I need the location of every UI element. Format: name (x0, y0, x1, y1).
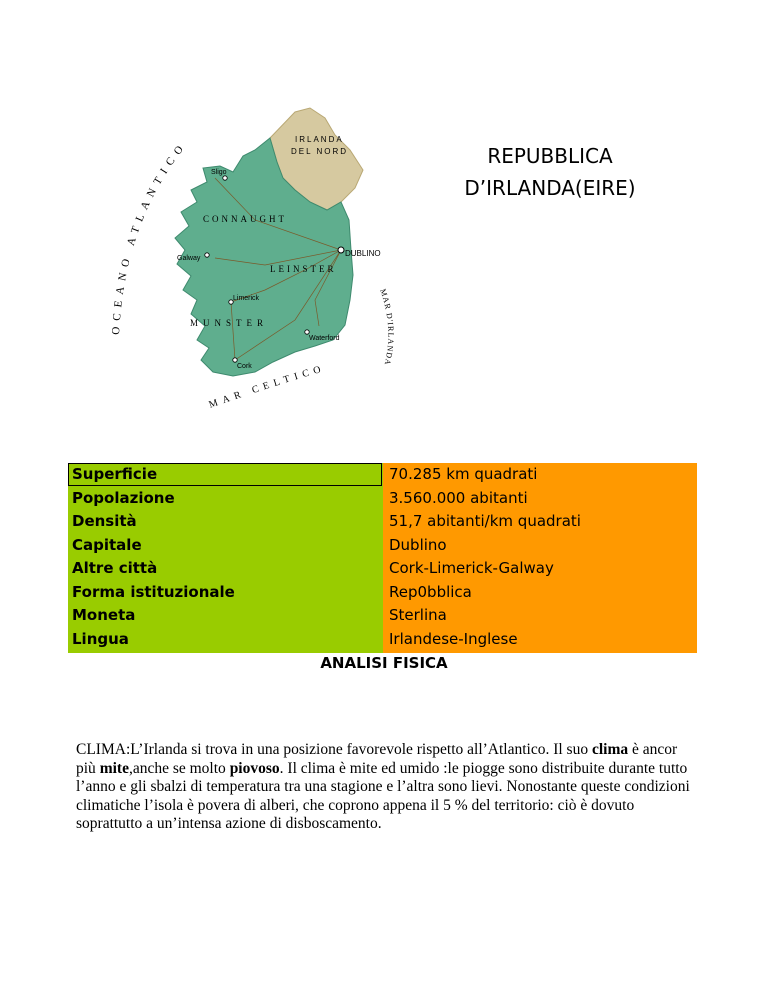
table-row (68, 557, 697, 580)
region-label-munster: MUNSTER (190, 318, 269, 328)
fact-value: Sterlina (389, 606, 447, 624)
region-label-leinster: LEINSTER (270, 264, 337, 274)
svg-text:Limerick: Limerick (233, 295, 260, 302)
north-ireland-label-line2: DEL NORD (291, 147, 349, 156)
bold-word-clima: clima (591, 741, 629, 758)
table-row (68, 534, 697, 557)
title-line-1: REPUBBLICA (487, 144, 613, 168)
text-run: è ancor più (76, 741, 678, 777)
svg-text:DUBLINO: DUBLINO (345, 249, 381, 258)
ireland-map (105, 90, 425, 420)
fact-value: Cork-Limerick-Galway (389, 559, 554, 577)
fact-value: 3.560.000 abitanti (389, 488, 528, 507)
fact-value: Irlandese-Inglese (389, 629, 518, 648)
sea-label-atlantic: OCEANO ATLANTICO (109, 138, 190, 336)
table-row (68, 510, 697, 533)
fact-label: Capitale (72, 535, 142, 554)
text-run: CLIMA:L’Irlanda si trova in una posizione favorevole rispetto all’Atlantico. Il suo (76, 741, 592, 758)
sea-label-irish-sea: MAR D'IRLANDA (378, 287, 396, 367)
fact-label: Moneta (72, 606, 136, 624)
fact-label: Altre città (72, 559, 158, 577)
table-row (68, 604, 697, 627)
table-row (68, 487, 697, 510)
north-ireland-label-line1: IRLANDA (295, 135, 344, 144)
section-title: ANALISI FISICA (320, 654, 448, 672)
sea-label-celtic: MAR CELTICO (207, 362, 327, 411)
fact-value: 51,7 abitanti/km quadrati (389, 512, 581, 530)
region-label-connaught: CONNAUGHT (203, 214, 287, 224)
bold-word-mite: mite (99, 759, 129, 777)
fact-label: Superficie (72, 465, 158, 483)
city-dublino (338, 247, 381, 258)
fact-value: Dublino (389, 535, 447, 554)
fact-label: Popolazione (72, 488, 175, 507)
climate-paragraph (76, 741, 696, 834)
text-run: ,anche se molto (128, 759, 230, 777)
facts-table (68, 463, 697, 653)
svg-text:Cork: Cork (237, 363, 252, 370)
page-title (425, 140, 675, 204)
fact-value: Rep0bblica (389, 582, 472, 601)
text-run: . Il clima è mite ed umido :le piogge sono distribuite durante tutto l’anno e gli sbalzi di temperatura tra una stagione e l’altra sono lievi. Nonostante queste condizioni climatiche l’isola è povera di alberi, che coprono appena il 5 % del territorio: ciò è dovuto soprattutto a un’intensa azione di disboscamento. (76, 759, 690, 832)
fact-value: 70.285 km quadrati (389, 465, 538, 483)
table-row (68, 463, 697, 486)
table-row (68, 581, 697, 604)
fact-label: Forma istituzionale (72, 582, 235, 601)
bold-word-piovoso: piovoso (229, 759, 280, 777)
fact-label: Lingua (72, 629, 129, 648)
svg-text:Galway: Galway (177, 255, 201, 262)
title-line-2: D’IRLANDA(EIRE) (464, 176, 636, 200)
svg-text:Waterford: Waterford (309, 335, 340, 342)
table-row (68, 628, 697, 651)
fact-label: Densità (72, 512, 137, 530)
svg-text:Sligo: Sligo (211, 169, 227, 176)
